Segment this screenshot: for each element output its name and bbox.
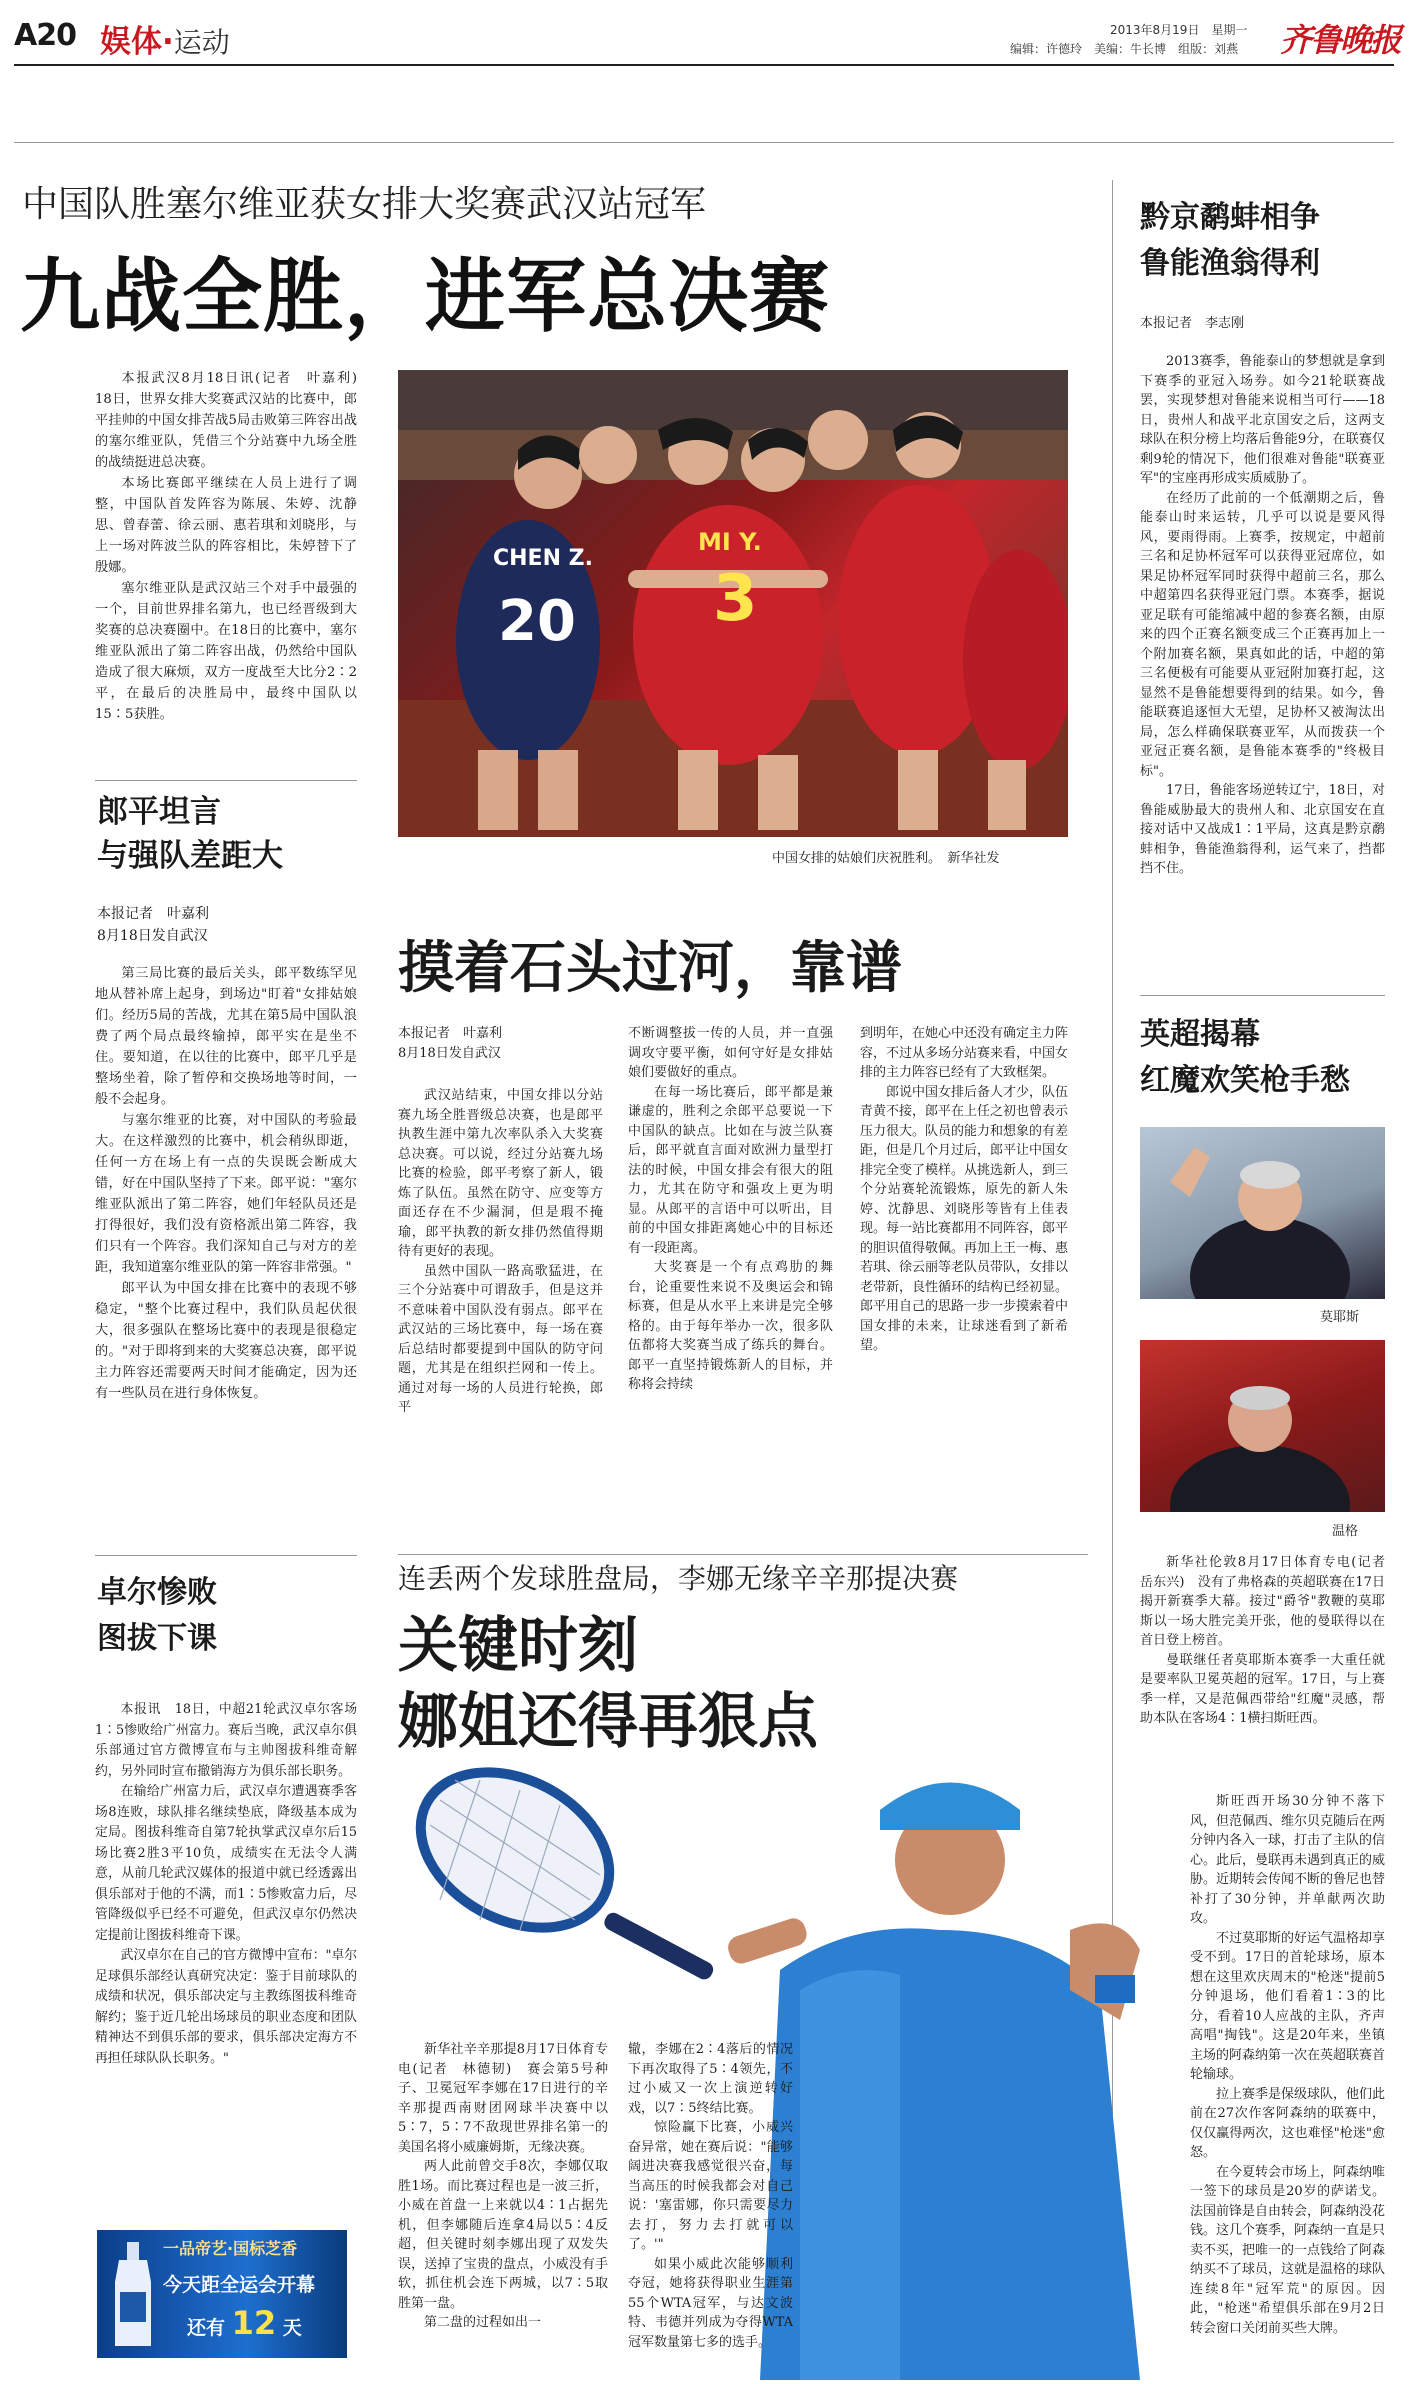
tennis-col1 [398, 2040, 608, 2333]
right1-paragraph: 在经历了此前的一个低潮期之后，鲁能泰山时来运转，几乎可以说是要风得风，要雨得雨。上赛季，按规定，中超前三名和足协杯冠军可以获得亚冠席位，如果足协杯冠军同时获得中超前三名，那么中超第四名获得亚冠门票。本赛季，据说亚足联有可能缩减中超的参赛名额，由原来的四个正赛名额变成三个正赛再加上一个附加赛名额，果真如此的话，中超的第三名便极有可能要从亚冠附加赛打起，这显然不是鲁能想要得到的结果。如今，鲁能联赛追逐恒大无望，足协杯又被淘汰出局，怎么样确保联赛亚军，从而拨获一个亚冠正赛名额，是鲁能本赛季的"终极目标"。 [1140, 490, 1385, 779]
racket-icon [394, 1760, 636, 1959]
langping-byline-place: 8月18日发自武汉 [97, 928, 208, 944]
editor: 编辑：许德玲 [1010, 42, 1083, 56]
volleyball-photo-caption: 中国女排的姑娘们庆祝胜利。 新华社发 [772, 851, 1000, 866]
zhuoer-paragraph: 武汉卓尔在自己的官方微博中宣布："卓尔足球俱乐部经认真研究决定：鉴于目前球队的成绩和状况，俱乐部决定与主教练图拔科维奇解约；鉴于近几轮出场球员的职业态度和团队精神达不到俱乐部的要求，俱乐部决定海方不再担任球队队长职务。" [95, 1948, 357, 2066]
ad-countdown [187, 2304, 302, 2342]
right1-headline-line2: 鲁能渔翁得利 [1140, 246, 1320, 281]
tennis-headline-line1: 关键时刻 [398, 1611, 638, 1681]
masthead-staff [1010, 40, 1238, 57]
langping-body [95, 963, 357, 1404]
stone-paragraph: 武汉站结束，中国女排以分站赛九场全胜晋级总决赛，也是郎平执教生涯中第九次率队杀入大奖赛总决赛。可以说，经过分站赛九场比赛的检验，郎平考察了新人，锻炼了队伍。虽然在防守、应变等方面还存在不少漏洞，但是瑕不掩瑜，郎平执教的新女排仍然值得期待有更好的表现。 [398, 1088, 603, 1259]
lead-paragraph: 塞尔维亚队是武汉站三个对手中最强的一个，目前世界排名第九，也已经晋级到大奖赛的总决赛圈中。在18日的比赛中，塞尔维亚队派出了第二阵容出战，仍然给中国队造成了很大麻烦，双方一度战至大比分2∶2平，在最后的决胜局中，最终中国队以15∶5获胜。 [95, 581, 357, 722]
langping-paragraph: 第三局比赛的最后关头，郎平数练罕见地从替补席上起身，到场边"盯着"女排姑娘们。经历5局的苦战，尤其在第5局中国队浪费了两个局点最终输掉，郎平实在是坐不住。要知道，在以往的比赛中，郎平几乎是整场坐着，除了暂停和交换场地等时间，一般不会起身。 [95, 966, 357, 1107]
lead-paragraph: 本报武汉8月18日讯(记者 叶嘉利) 18日，世界女排大奖赛武汉站的比赛中，郎平挂帅的中国女排苦战5局击败第三阵容出战的塞尔维亚队，凭借三个分站赛中九场全胜的战绩挺进总决赛。 [95, 371, 371, 470]
moyes-caption: 莫耶斯 [1320, 1310, 1360, 1325]
right2-paragraph: 曼联继任者莫耶斯本赛季一大重任就是要率队卫冕英超的冠军。17日，与上赛季一样，又是范佩西带给"红魔"灵感，帮助本队在客场4∶1横扫斯旺西。 [1140, 1652, 1385, 1726]
langping-headline-line1: 郎平坦言 [97, 794, 221, 830]
langping-rule [95, 780, 357, 781]
tennis-paragraph: 辙，李娜在2∶4落后的情况下再次取得了5∶4领先，不过小威又一次上演逆转好戏，以7∶5终结比赛。 [628, 2042, 793, 2116]
right2-paragraph: 不过莫耶斯的好运气温格却享受不到。17日的首轮球场，原本想在这里欢庆周末的"枪迷"提前5分钟退场，他们看着1∶3的比分，看着10人应战的主队，齐声高唱"掏钱"。这是20年来，坐镇主场的阿森纳第一次在英超联赛首轮输球。 [1190, 1930, 1386, 2082]
wenger-photo [1140, 1340, 1385, 1512]
langping-headline [97, 790, 283, 878]
bottle-icon [111, 2242, 155, 2352]
zhuoer-headline [97, 1570, 217, 1662]
zhuoer-headline-line2: 图拔下课 [97, 1621, 217, 1656]
newspaper-logo: 齐鲁晚报 [1280, 21, 1401, 59]
right2-paragraph: 斯旺西开场30分钟不落下风，但范佩西、维尔贝克随后在两分钟内各入一球，打击了主队的信心。此后，曼联再未遇到真正的威胁。近期转会传闻不断的鲁尼也替补打了30分钟，并单献两次助攻。 [1190, 1794, 1386, 1926]
jersey-name-mi: MI Y. [698, 528, 762, 556]
right1-headline-line1: 黔京鹬蚌相争 [1140, 200, 1320, 235]
stone-col2 [628, 1024, 833, 1395]
right1-headline [1140, 195, 1320, 287]
stone-paragraph: 郎说中国女排后备人才少，队伍青黄不接，郎平在上任之初也曾表示压力很大。队员的能力和想象的有差距，但是几个月过后，郎平让中国女排完全变了模样。从挑选新人，到三个分站赛轮流锻炼，原先的新人朱婷、沈静思、刘晓彤等皆有上佳表现。每一站比赛都用不同阵容，郎平的胆识值得敬佩。再加上王一梅、惠若琪、徐云丽等老队员带队，女排以老带新，良性循环的结构已经初显。郎平用自己的思路一步一步摸索着中国女排的未来，让球迷看到了新希望。 [860, 1084, 1069, 1353]
right1-body [1140, 352, 1385, 879]
moyes-photo-art [1140, 1127, 1385, 1299]
wenger-photo-art [1140, 1340, 1385, 1512]
zhuoer-paragraph: 在输给广州富力后，武汉卓尔遭遇赛季客场8连败，球队排名继续垫底，降级基本成为定局。图拔科维奇自第7轮执掌武汉卓尔后15场比赛2胜3平10负，成绩实在无法令人满意，从前几轮武汉媒体的报道中就已经透露出俱乐部对于他的不满，而1∶5惨败富力后，尽管降级似乎已经不可避免，但武汉卓尔仍然决定提前让图拔科维奇下课。 [95, 1784, 357, 1943]
lead-kicker: 中国队胜塞尔维亚获女排大奖赛武汉站冠军 [22, 184, 707, 225]
right1-paragraph: 2013赛季，鲁能泰山的梦想就是拿到下赛季的亚冠入场券。如今21轮联赛战罢，实现梦想对鲁能来说相当可行——18日，贵州人和战平北京国安之后，这两支球队在积分榜上均落后鲁能9分，在联赛仅剩9轮的情况下，他们很难对鲁能"联赛亚军"的宝座再形成实质威胁了。 [1140, 354, 1385, 486]
designer: 美编：牛长博 [1094, 42, 1167, 56]
stone-paragraph: 不断调整拔一传的人员，并一直强调攻守要平衡，如何守好是女排姑娘们要做好的重点。 [628, 1026, 833, 1080]
right2-headline-line1: 英超揭幕 [1140, 1017, 1260, 1052]
section-title [100, 16, 230, 61]
lead-body [95, 368, 371, 725]
stone-byline [398, 1024, 502, 1064]
tennis-kicker: 连丢两个发球胜盘局，李娜无缘辛辛那提决赛 [398, 1562, 959, 1595]
jersey-number-3: 3 [713, 562, 758, 636]
stone-paragraph: 到明年，在她心中还没有确定主力阵容，不过从多场分站赛来看，中国女排的主力阵容已经有了大致框架。 [860, 1026, 1069, 1080]
countdown-ad [97, 2230, 347, 2358]
right2-body-bottom [1190, 1792, 1385, 2338]
zhuoer-rule [95, 1555, 357, 1556]
jersey-number-20: 20 [498, 589, 576, 654]
tennis-paragraph: 惊险赢下比赛，小威兴奋异常，她在赛后说："能够阔进决赛我感觉很兴奋，每当高压的时候我都会对自己说：'塞雷娜，你只需要尽力去打，努力去打就可以了。'" [628, 2120, 793, 2252]
proof: 组版：刘燕 [1178, 42, 1239, 56]
tennis-headline [398, 1608, 818, 1760]
langping-byline-reporter: 本报记者 叶嘉利 [97, 906, 209, 922]
wenger-caption: 温格 [1332, 1524, 1359, 1539]
jersey-name-chen: CHEN Z. [493, 546, 593, 571]
section-name: 娱体 [100, 24, 162, 60]
stone-paragraph: 在每一场比赛后，郎平都是兼谦虚的，胜利之余郎平总要说一下中国队的缺点。比如在与波兰队赛后，郎平就直言面对欧洲力量型打法的时候，中国女排会有很大的阻力，尤其在防守和强攻上更为明显。从郎平的言语中可以听出，目前的中国女排距离她心中的目标还有一段距离。 [628, 1084, 833, 1256]
tennis-rule [398, 1554, 1088, 1555]
volleyball-photo [398, 370, 1068, 837]
tennis-paragraph: 第二盘的过程如出一 [424, 2315, 542, 2330]
lead-headline: 九战全胜，进军总决赛 [20, 250, 830, 343]
ad-countdown-unit: 天 [282, 2317, 302, 2339]
tennis-paragraph: 如果小威此次能够顺利夺冠，她将获得职业生涯第55个WTA冠军，与达文波特、韦德并列成为夺得WTA冠军数量第七多的选手。 [628, 2256, 793, 2350]
langping-paragraph: 与塞尔维亚的比赛，对中国队的考验最大。在这样激烈的比赛中，机会稍纵即逝，任何一方在场上有一点的失误既会断成大错，好在中国队坚持了下来。郎平说："塞尔维亚队派出了第二阵容，她们年轻队员还是打得很好，我们没有资格派出第二阵容，我们只有一个阵容。我们深知自己与对方的差距，我知道塞尔维亚队的第一阵容非常强。" [95, 1113, 357, 1275]
right2-paragraph: 拉上赛季是保级球队，他们此前在27次作客阿森纳的联赛中，仅仅赢得两次，这也难怪"枪迷"愈怒。 [1190, 2086, 1386, 2160]
tennis-col2 [628, 2040, 793, 2352]
langping-headline-line2: 与强队差距大 [97, 838, 283, 874]
right2-headline [1140, 1012, 1350, 1104]
stone-headline: 摸着石头过河，靠谱 [398, 936, 902, 1001]
right2-rule [1140, 995, 1385, 996]
ad-line: 今天距全运会开幕 [163, 2274, 316, 2296]
zhuoer-headline-line1: 卓尔惨败 [97, 1575, 217, 1610]
stone-byline-reporter: 本报记者 叶嘉利 [398, 1026, 503, 1041]
page-number: A20 [14, 18, 76, 53]
masthead-rule [14, 64, 1394, 66]
weekday: 星期一 [1211, 23, 1248, 37]
zhuoer-body [95, 1700, 357, 2069]
stone-paragraph: 大奖赛是一个有点鸡肋的舞台，论重要性来说不及奥运会和锦标赛，但是从水平上来讲是完全够格的。由于每年举办一次，很多队伍都将大奖赛当成了练兵的舞台。郎平一直坚持锻炼新人的目标，并称将会持续 [628, 1260, 833, 1392]
ad-countdown-number: 12 [231, 2304, 277, 2342]
section-dot: · [162, 24, 174, 60]
right2-paragraph: 新华社伦敦8月17日体育专电(记者 岳东兴) 没有了弗格森的英超联赛在17日揭开新赛季大幕。接过"爵爷"教鞭的莫耶斯以一场大胜完美开张，他的曼联得以在首日登上榜首。 [1140, 1555, 1399, 1648]
subsection-name: 运动 [173, 26, 230, 59]
right2-paragraph: 在今夏转会市场上，阿森纳唯一签下的球员是20岁的萨诺戈。法国前锋是自由转会，阿森纳没花钱。这几个赛季，阿森纳一直是只卖不买，把唯一的一点钱给了阿森纳买不了球员，这就是温格的球队连续8年"冠军荒"的原因。因此，"枪迷"希望俱乐部在9月2日转会窗口关闭前买些大牌。 [1190, 2164, 1386, 2336]
stone-col1 [398, 1086, 603, 1418]
stone-col3 [860, 1024, 1068, 1356]
tennis-paragraph: 新华社辛辛那提8月17日体育专电(记者 林德韧) 赛会第5号种子、卫冕冠军李娜在17日进行的辛辛那提西南财团网球半决赛中以5∶7，5∶7不敌现世界排名第一的美国名将小威廉姆斯，无缘决赛。 [398, 2042, 608, 2155]
stone-paragraph: 虽然中国队一路高歌猛进，在三个分站赛中可谓敌手，但是这并不意味着中国队没有弱点。郎平在武汉站的三场比赛中，每一场在赛后总结时都要提到中国队的防守问题，尤其是在组织拦网和一传上。通过对每一场的人员进行轮换，郎平 [398, 1263, 603, 1415]
masthead-date [1110, 21, 1247, 38]
moyes-photo [1140, 1127, 1385, 1299]
stone-byline-place: 8月18日发自武汉 [398, 1046, 501, 1061]
volleyball-photo-art [398, 370, 1068, 837]
ad-countdown-prefix: 还有 [187, 2317, 226, 2339]
right1-byline: 本报记者 李志刚 [1140, 316, 1245, 331]
masthead-thin-rule [14, 142, 1394, 143]
tennis-paragraph: 两人此前曾交手8次，李娜仅取胜1场。而比赛过程也是一波三折，小威在首盘一上来就以4∶1占据先机，但李娜随后连拿4局以5∶4反超，但关键时刻李娜出现了双发失误，送掉了宝贵的盘点，小威没有手软，抓住机会连下两城，以7∶5取胜第一盘。 [398, 2159, 608, 2311]
right2-body-top [1140, 1553, 1399, 1729]
date: 2013年8月19日 [1110, 23, 1200, 37]
tennis-headline-line2: 娜姐还得再狠点 [398, 1687, 818, 1757]
langping-paragraph: 郎平认为中国女排在比赛中的表现不够稳定，"整个比赛过程中，我们队员起伏很大，很多强队在整场比赛中的表现是很稳定的。"对于即将到来的大奖赛总决赛，郎平说主力阵容还需要两天时间才能确定，因为还有一些队员在进行身体恢复。 [95, 1281, 357, 1401]
lead-paragraph: 本场比赛郎平继续在人员上进行了调整，中国队首发阵容为陈展、朱婷、沈静思、曾春蕾、徐云丽、惠若琪和刘晓彤，与上一场对阵波兰队的阵容相比，朱婷替下了殷娜。 [95, 476, 357, 575]
langping-byline [97, 903, 209, 947]
ad-brand: 一品帝艺·国标芝香 [163, 2239, 298, 2258]
zhuoer-paragraph: 本报讯 18日，中超21轮武汉卓尔客场1∶5惨败给广州富力。赛后当晚，武汉卓尔俱乐部通过官方微博宣布与主帅图拔科维奇解约，另外同时宣布撤销海方为俱乐部长职务。 [95, 1702, 357, 1779]
right1-paragraph: 17日，鲁能客场逆转辽宁，18日，对鲁能威胁最大的贵州人和、北京国安在直接对话中又战成1∶1平局，这真是黔京鹬蚌相争，鲁能渔翁得利，运气来了，挡都挡不住。 [1140, 783, 1385, 876]
right2-headline-line2: 红魔欢笑枪手愁 [1140, 1063, 1350, 1098]
